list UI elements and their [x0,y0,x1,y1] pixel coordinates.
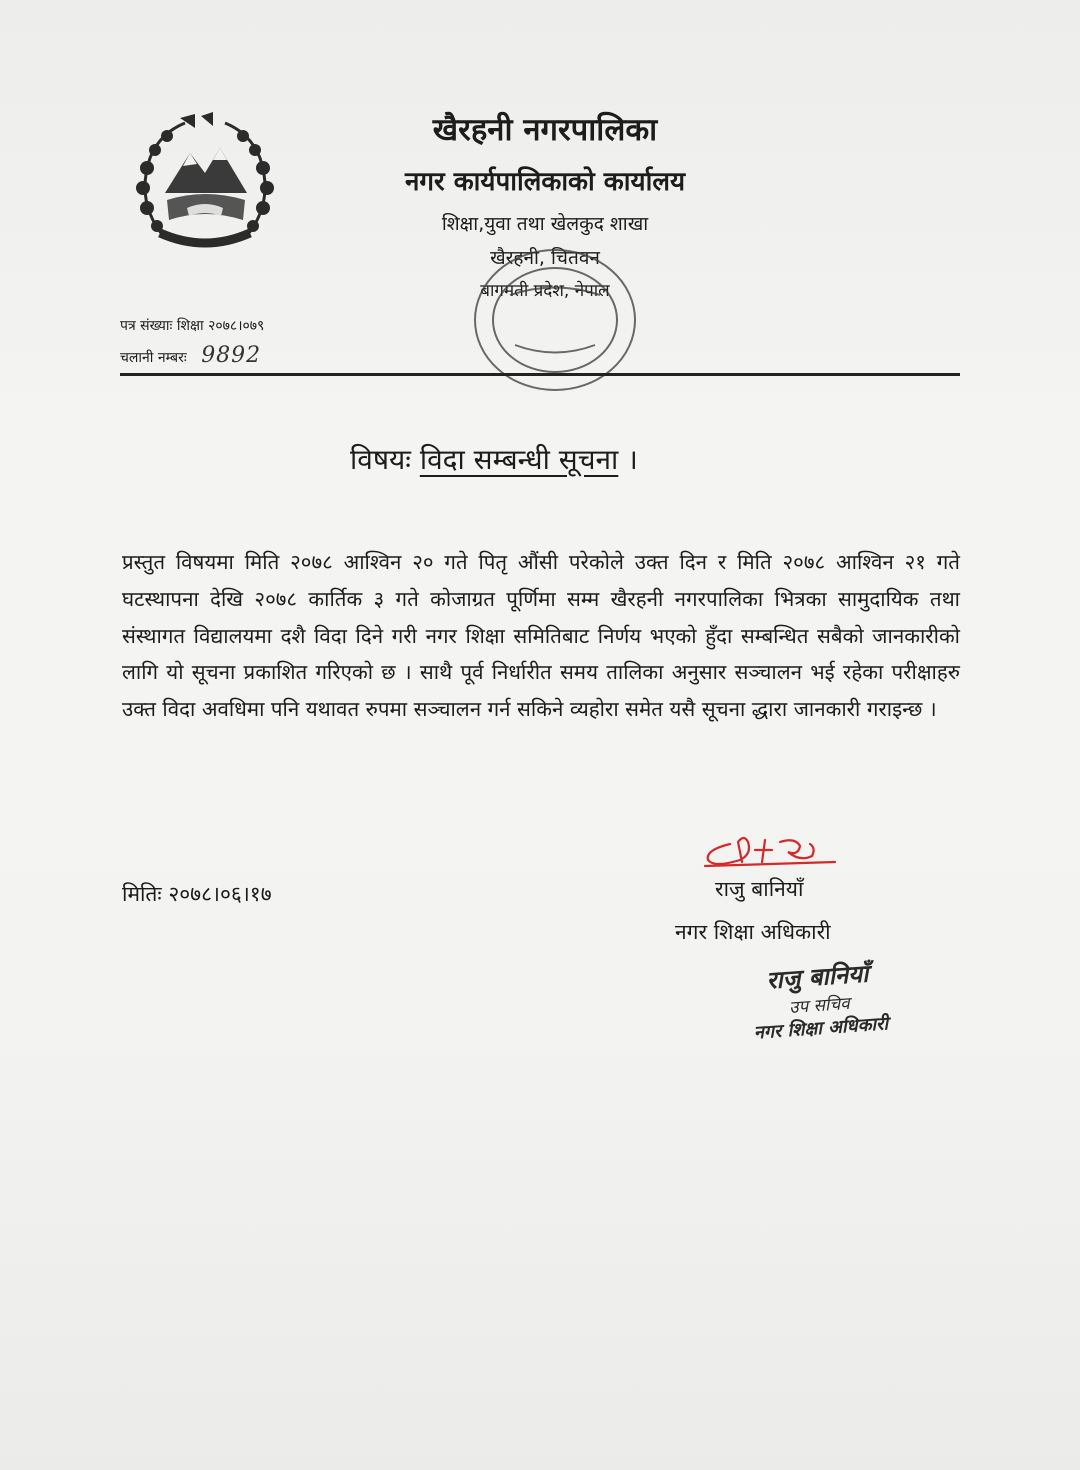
subject-label: विषयः [350,443,411,476]
notice-date [122,880,272,908]
handwritten-signature-icon [700,822,840,872]
notice-body: प्रस्तुत विषयमा मिति २०७८ आश्विन २० गते पितृ औंसी परेकोले उक्त दिन र मिति २०७८ आश्विन २१ गते घटस्थापना देखि २०७८ कार्तिक ३ गते कोजाग्रत पूर्णिमा सम्म खैरहनी नगरपालिका भित्रका सामुदायिक तथा संस्थागत विद्यालयमा दशै विदा दिने गरी नगर शिक्षा समितिबाट निर्णय भएको हुँदा सम्बन्धित सबैको जानकारीको लागि यो सूचना प्रकाशित गरिएको छ । साथै पूर्व निर्धारीत समय तालिका अनुसार सञ्चालन भई रहेका परीक्षाहरु उक्त विदा अवधिमा पनि यथावत रुपमा सञ्चालन गर्न सकिने व्यहोरा समेत यसै सूचना द्धारा जानकारी गराइन्छ । [122,550,960,722]
subject-text: विदा सम्बन्धी सूचना [419,443,619,476]
seal-office: नगर शिक्षा अधिकारी [753,1013,889,1044]
date-value: २०७८।०६।१७ [168,882,272,906]
subject-line [350,440,638,478]
letter-number-label: पत्र संख्याः [120,318,173,334]
municipality-name: खैरहनी नगरपालिका [432,112,658,148]
dispatch-number [120,343,261,368]
office-location: खैरहनी, चितवन [490,247,600,269]
letter-number-value: शिक्षा २०७८।०७९ [176,318,265,334]
branch-name: शिक्षा,युवा तथा खेलकुद शाखा [441,213,649,235]
municipality-emblem-icon [125,108,285,258]
date-label: मितिः [122,882,162,906]
office-name: नगर कार्यपालिकाको कार्यालय [404,167,686,197]
seal-designation: उप सचिव [788,993,851,1019]
signatory-name: राजु बानियाँ [715,877,804,901]
name-seal [696,952,943,1078]
dispatch-number-label: चलानी नम्बरः [120,350,187,366]
header-divider [120,373,960,376]
subject-end: । [627,443,638,476]
letter-number [120,316,264,335]
seal-name: राजु बानियाँ [765,958,870,995]
signatory-title: नगर शिक्षा अधिकारी [675,920,831,944]
office-stamp-icon [440,235,670,405]
province-name: बागमती प्रदेश, नेपाल [480,281,610,301]
dispatch-number-value: 9892 [201,343,262,368]
